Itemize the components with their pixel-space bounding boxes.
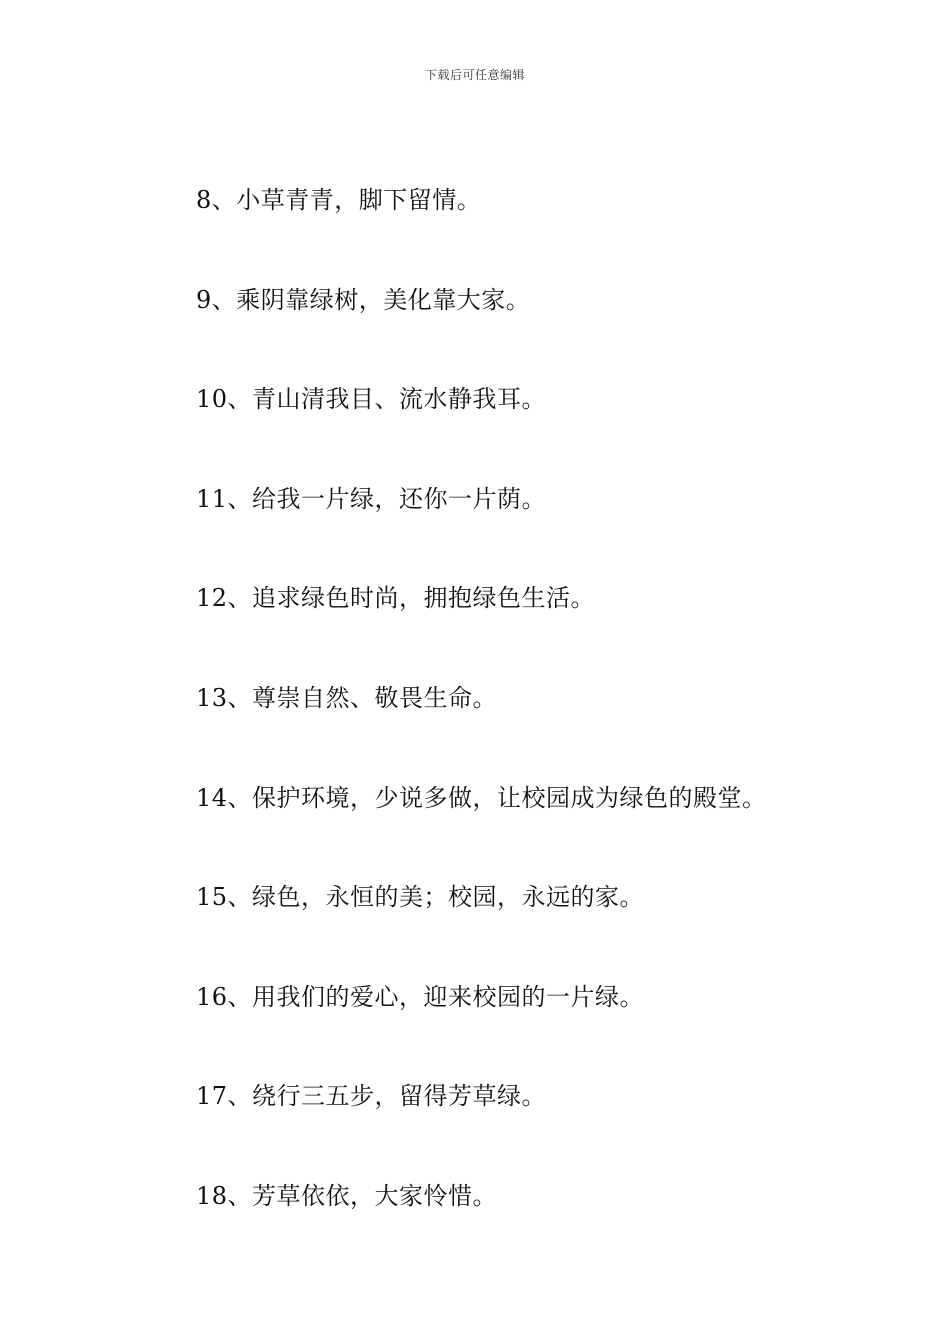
- slogan-list: [196, 180, 767, 1276]
- slogan-item: 8、小草青青，脚下留情。: [196, 186, 482, 214]
- slogan-item: 11、给我一片绿，还你一片荫。: [196, 484, 547, 513]
- slogan-item: 12、追求绿色时尚，拥抱绿色生活。: [196, 584, 596, 613]
- slogan-item: 13、尊崇自然、敬畏生命。: [196, 683, 498, 712]
- slogan-item: 10、青山清我目、流水静我耳。: [196, 385, 547, 414]
- slogan-item: 9、乘阴靠绿树，美化靠大家。: [196, 285, 531, 314]
- slogan-item: 15、绿色，永恒的美；校园，永远的家。: [196, 883, 645, 912]
- slogan-item: 17、绕行三五步，留得芳草绿。: [196, 1082, 547, 1111]
- slogan-item: 18、芳草依依，大家怜惜。: [196, 1181, 498, 1210]
- slogan-item: 14、保护环境，少说多做，让校园成为绿色的殿堂。: [196, 783, 767, 812]
- page-header-note: 下载后可任意编辑: [424, 68, 525, 82]
- slogan-item: 16、用我们的爱心，迎来校园的一片绿。: [196, 982, 645, 1011]
